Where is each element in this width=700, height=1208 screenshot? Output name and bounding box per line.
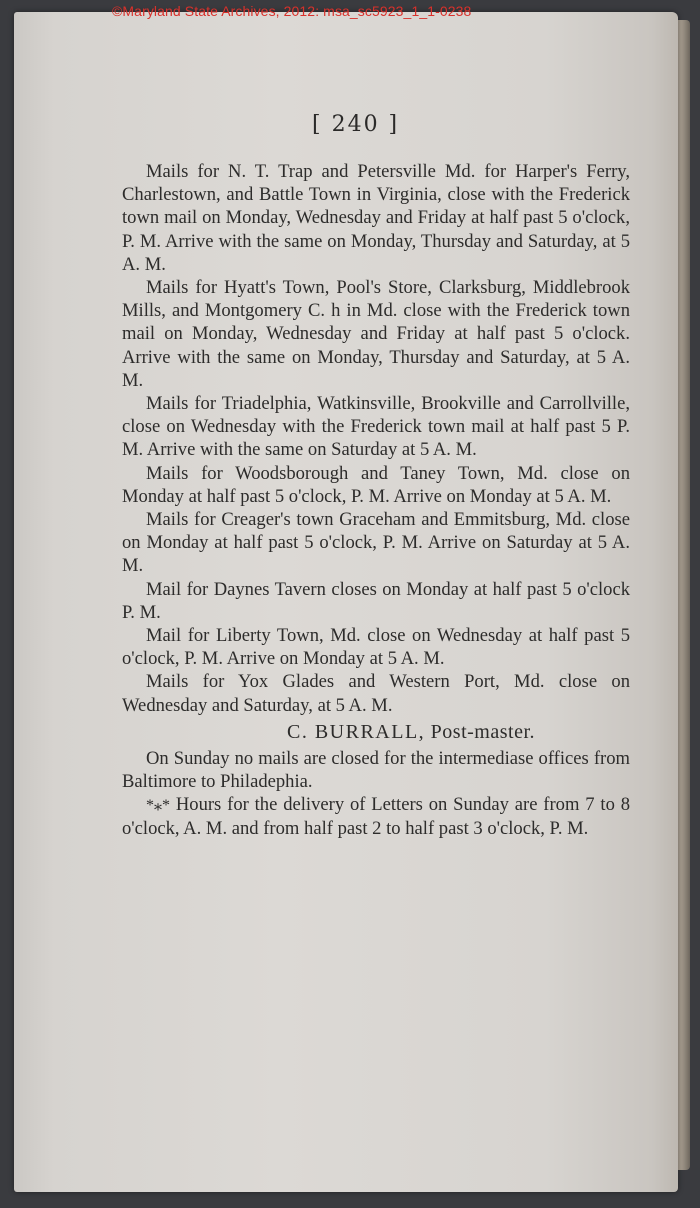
- paragraph-sunday-hours: [122, 793, 630, 840]
- paragraph-liberty-town: Mail for Liberty Town, Md. close on Wednesday at half past 5 o'clock, P. M. Arrive on Monday at 5 A. M.: [122, 625, 630, 670]
- paragraph-sunday-mails: On Sunday no mails are closed for the intermediase offices from Baltimore to Philadephia.: [122, 747, 630, 793]
- paragraph-hyatts-town: Mails for Hyatt's Town, Pool's Store, Clarksburg, Middlebrook Mills, and Montgomery C. h in Md. close with the Frederick town mail on Monday, Wednesday and Friday at half past 5 o'clock. Arrive with the same on Monday, Thursday and Saturday, at 5 A. M.: [122, 277, 630, 391]
- sunday-hours-text: Hours for the delivery of Letters on Sunday are from 7 to 8 o'clock, A. M. and from half past 2 to half past 3 o'clock, P. M.: [122, 794, 630, 840]
- asterism-marker: *⁎*: [146, 797, 170, 815]
- page-body: [122, 160, 630, 841]
- paragraph-yox-glades: Mails for Yox Glades and Western Port, Md. close on Wednesday and Saturday, at 5 A. M.: [122, 671, 630, 716]
- paragraph-woodsborough: Mails for Woodsborough and Taney Town, Md. close on Monday at half past 5 o'clock, P. M. Arrive on Monday at 5 A. M.: [122, 462, 630, 507]
- paragraph-creagers-town: Mails for Creager's town Graceham and Emmitsburg, Md. close on Monday at half past 5 o'clock, P. M. Arrive on Saturday at 5 A. M.: [122, 509, 630, 577]
- postmaster-title: Post-master.: [430, 720, 536, 743]
- postmaster-name: C. BURRALL,: [286, 720, 426, 743]
- paragraph-daynes-tavern: Mail for Daynes Tavern closes on Monday at half past 5 o'clock P. M.: [122, 578, 630, 623]
- paragraph-trap-petersville: Mails for N. T. Trap and Petersville Md. for Harper's Ferry, Charlestown, and Battle Town in Virginia, close with the Frederick town mail on Monday, Wednesday and Friday at half past 5 o'clock, P. M. Arrive with the same on Monday, Thursday and Saturday, at 5 A. M.: [122, 161, 630, 275]
- page-number: [ 240 ]: [312, 112, 400, 137]
- postmaster-signature: [122, 717, 630, 747]
- paragraph-triadelphia: Mails for Triadelphia, Watkinsville, Brookville and Carrollville, close on Wednesday with the Frederick town mail at half past 5 P. M. Arrive with the same on Saturday at 5 A. M.: [122, 393, 630, 461]
- archive-watermark: ©Maryland State Archives, 2012: msa_sc5923_1_1-0238: [112, 3, 472, 19]
